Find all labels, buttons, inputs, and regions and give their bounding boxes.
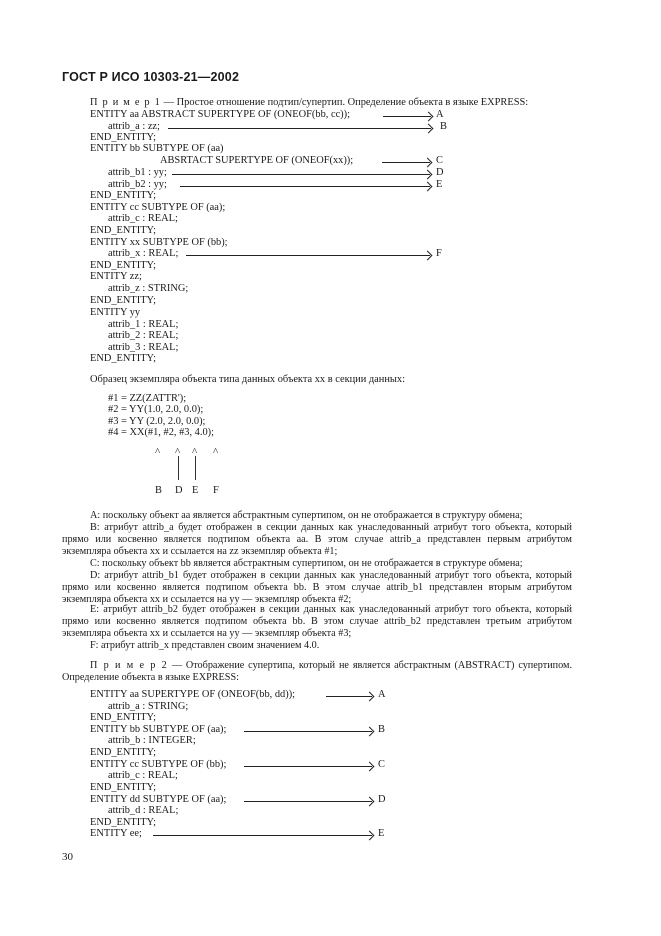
arrow-e2 — [153, 835, 372, 836]
code-line: END_ENTITY; — [90, 747, 156, 758]
example2-heading — [62, 660, 572, 684]
code-line: ENTITY ee; — [90, 828, 142, 839]
code-line: END_ENTITY; — [90, 295, 156, 306]
code-line: END_ENTITY; — [90, 190, 156, 201]
instance-label: E — [192, 485, 199, 496]
code-line: attrib_b2 : yy; — [108, 179, 167, 190]
code-line: END_ENTITY; — [90, 712, 156, 723]
arrow-a1 — [383, 116, 431, 117]
code-line: ENTITY xx SUBTYPE OF (bb); — [90, 237, 228, 248]
arrow-f1 — [186, 255, 430, 256]
arrow-label: E — [436, 179, 443, 190]
code-line: ENTITY zz; — [90, 271, 142, 282]
arrow-label: C — [378, 759, 385, 770]
document-header: ГОСТ Р ИСО 10303-21—2002 — [62, 70, 240, 84]
code-line: END_ENTITY; — [90, 132, 156, 143]
code-line: attrib_3 : REAL; — [108, 342, 179, 353]
arrow-label: F — [436, 248, 442, 259]
example1-heading — [90, 97, 528, 109]
arrow-label: A — [378, 689, 386, 700]
code-line: attrib_a : STRING; — [108, 701, 189, 712]
explanation-d: D: атрибут attrib_b1 будет отображен в секции данных как унаследованный атрибут того объекта, который прямо или косвенно является подтипом объекта bb. В этом случае attrib_b1 представлен вторым атрибутом экземпляра объекта xx и ссылается на yy — экземпляр объекта #2; — [62, 570, 572, 605]
arrow-b1 — [168, 128, 431, 129]
code-line: attrib_d : REAL; — [108, 805, 179, 816]
instance-line: #2 = YY(1.0, 2.0, 0.0); — [108, 404, 204, 415]
arrow-c1 — [382, 162, 430, 163]
code-line: END_ENTITY; — [90, 260, 156, 271]
caret-mark: ^ — [175, 446, 181, 458]
arrow-e1 — [180, 186, 430, 187]
code-line: END_ENTITY; — [90, 353, 156, 364]
code-line: END_ENTITY; — [90, 817, 156, 828]
code-line: ENTITY aa ABSTRACT SUPERTYPE OF (ONEOF(bb, cc)); — [90, 109, 350, 120]
code-line: ENTITY yy — [90, 307, 141, 318]
example1-heading-text: — Простое отношение подтип/супертип. Определение объекта в языке EXPRESS: — [161, 97, 529, 108]
instance-label: B — [155, 485, 162, 496]
instance-label: F — [213, 485, 219, 496]
pointer-line — [195, 456, 196, 480]
explanation-b: B: атрибут attrib_a будет отображен в секции данных как унаследованный атрибут того объекта, который прямо или косвенно является подтипом объекта aa. В этом случае attrib_a представлен первым атрибутом экземпляра объекта xx и ссылается на zz экземпляр объекта #1; — [62, 522, 572, 557]
code-line: attrib_z : STRING; — [108, 283, 189, 294]
explanation-a: A: поскольку объект aa является абстрактным супертипом, он не отображается в структуру обмена; — [90, 510, 523, 521]
arrow-d1 — [172, 174, 430, 175]
arrow-label: B — [378, 724, 385, 735]
caret-mark: ^ — [155, 446, 161, 458]
arrow-a2 — [326, 696, 372, 697]
code-line: attrib_a : zz; — [108, 121, 160, 132]
arrow-d2 — [244, 801, 372, 802]
instance-line: #1 = ZZ(ZATTR'); — [108, 393, 187, 404]
instance-line: #4 = XX(#1, #2, #3, 4.0); — [108, 427, 215, 438]
code-line: attrib_x : REAL; — [108, 248, 179, 259]
code-line: ENTITY dd SUBTYPE OF (aa); — [90, 794, 227, 805]
code-line: END_ENTITY; — [90, 225, 156, 236]
code-line: ENTITY cc SUBTYPE OF (bb); — [90, 759, 227, 770]
explanation-f: F: атрибут attrib_x представлен своим значением 4.0. — [90, 640, 320, 651]
example1-label: П р и м е р 1 — [90, 97, 162, 108]
code-line: attrib_b1 : yy; — [108, 167, 167, 178]
explanation-c: C: поскольку объект bb является абстрактным супертипом, он не отображается в структуре обмена; — [90, 558, 523, 569]
code-line: ENTITY aa SUPERTYPE OF (ONEOF(bb, dd)); — [90, 689, 296, 700]
pointer-line — [178, 456, 179, 480]
code-line: ENTITY bb SUBTYPE OF (aa) — [90, 143, 224, 154]
code-line: ENTITY bb SUBTYPE OF (aa); — [90, 724, 227, 735]
code-line: END_ENTITY; — [90, 782, 156, 793]
code-line: attrib_b : INTEGER; — [108, 735, 196, 746]
caret-mark: ^ — [192, 446, 198, 458]
arrow-label: E — [378, 828, 385, 839]
arrow-b2 — [244, 731, 372, 732]
arrow-c2 — [244, 766, 372, 767]
example2-label: П р и м е р 2 — [90, 660, 168, 671]
code-line: attrib_c : REAL; — [108, 770, 178, 781]
arrow-label: B — [440, 121, 447, 132]
caret-mark: ^ — [213, 446, 219, 458]
page-number: 30 — [62, 851, 73, 863]
code-line: attrib_2 : REAL; — [108, 330, 179, 341]
code-line: attrib_c : REAL; — [108, 213, 178, 224]
instance-intro: Образец экземпляра объекта типа данных объекта xx в секции данных: — [90, 374, 405, 385]
arrow-label: A — [436, 109, 444, 120]
instance-line: #3 = YY (2.0, 2.0, 0.0); — [108, 416, 206, 427]
arrow-label: D — [436, 167, 444, 178]
instance-label: D — [175, 485, 183, 496]
arrow-label: D — [378, 794, 386, 805]
code-line: ENTITY cc SUBTYPE OF (aa); — [90, 202, 226, 213]
explanation-e: E: атрибут attrib_b2 будет отображен в секции данных как унаследованный атрибут того объекта, который прямо или косвенно является подтипом объекта bb. В этом случае attrib_b2 представлен третьим атрибутом экземпляра объекта xx и ссылается на yy — экземпляр объекта #3; — [62, 604, 572, 639]
arrow-label: C — [436, 155, 443, 166]
code-line: attrib_1 : REAL; — [108, 319, 179, 330]
example2-heading-text: — Отображение супертипа, который не является абстрактным (ABSTRACT) супертипом. Определение объекта в языке EXPRESS: — [62, 660, 572, 683]
code-line: ABSRTACT SUPERTYPE OF (ONEOF(xx)); — [160, 155, 354, 166]
